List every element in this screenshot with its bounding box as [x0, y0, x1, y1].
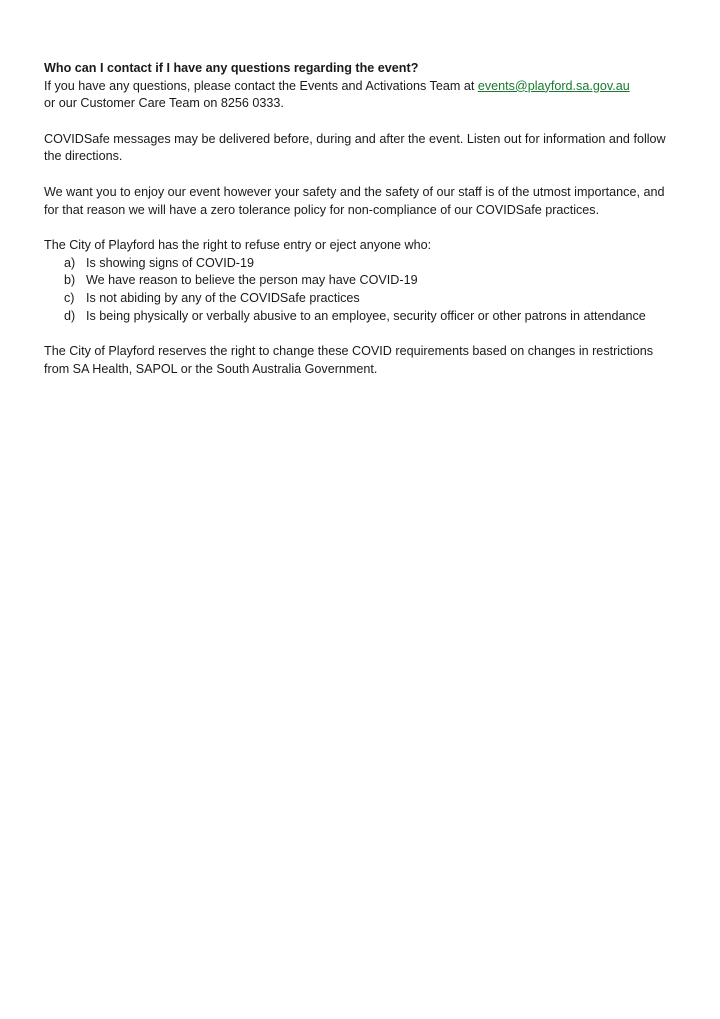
list-item	[44, 255, 680, 273]
refuse-entry-list	[44, 255, 680, 325]
list-item-text: Is not abiding by any of the COVIDSafe practices	[86, 290, 360, 305]
list-marker: c)	[64, 290, 75, 305]
covidsafe-messages-paragraph: COVIDSafe messages may be delivered before, during and after the event. Listen out for information and follow the directions.	[44, 131, 666, 164]
refuse-entry-intro: The City of Playford has the right to refuse entry or eject anyone who:	[44, 238, 432, 253]
customer-care-line: or our Customer Care Team on 8256 0333.	[44, 96, 284, 111]
list-item-text: Is showing signs of COVID-19	[86, 255, 254, 270]
list-marker: a)	[64, 255, 76, 270]
list-item-text: Is being physically or verbally abusive to an employee, security officer or other patrons in attendance	[86, 308, 646, 323]
list-item	[44, 308, 680, 326]
events-email-link[interactable]: events@playford.sa.gov.au	[477, 78, 630, 93]
reserves-right-paragraph: The City of Playford reserves the right to change these COVID requirements based on changes in restrictions from SA Health, SAPOL or the South Australia Government.	[44, 344, 654, 376]
list-item	[44, 290, 680, 308]
contact-heading: Who can I contact if I have any questions regarding the event?	[44, 61, 419, 75]
contact-line-prefix: If you have any questions, please contact the Events and Activations Team at	[44, 78, 478, 93]
list-item-text: We have reason to believe the person may have COVID-19	[86, 273, 418, 288]
contact-paragraph	[44, 78, 680, 113]
list-marker: b)	[64, 273, 76, 288]
document-page	[44, 60, 680, 378]
enjoy-event-paragraph: We want you to enjoy our event however your safety and the safety of our staff is of the utmost importance, and for that reason we will have a zero tolerance policy for non-compliance of our COVIDSafe practices.	[44, 184, 665, 217]
list-item	[44, 272, 680, 290]
list-marker: d)	[64, 308, 76, 323]
